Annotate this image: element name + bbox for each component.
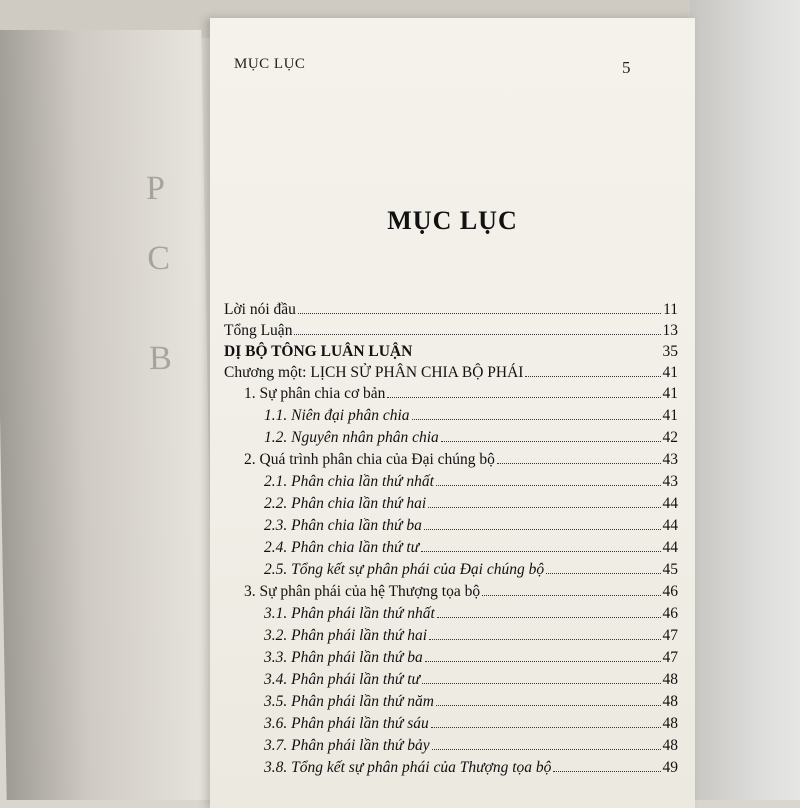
toc-row bbox=[264, 561, 678, 579]
toc-label: 2.2. Phân chia lần thứ hai bbox=[264, 495, 427, 512]
toc-row bbox=[264, 539, 678, 557]
toc-leader bbox=[437, 616, 661, 618]
toc-row bbox=[224, 364, 678, 382]
toc-row bbox=[244, 385, 678, 403]
toc-leader bbox=[387, 396, 660, 398]
toc-leader bbox=[432, 748, 661, 750]
toc-label: Chương một: LỊCH SỬ PHÂN CHIA BỘ PHÁI bbox=[224, 364, 524, 381]
toc-page: 44 bbox=[662, 539, 678, 556]
toc-row bbox=[244, 451, 678, 469]
toc-leader bbox=[436, 704, 661, 706]
toc-page: 49 bbox=[662, 759, 678, 776]
toc-page: 43 bbox=[662, 451, 678, 468]
toc-page: 44 bbox=[662, 495, 678, 512]
toc-leader bbox=[482, 594, 660, 596]
toc-label: 1. Sự phân chia cơ bản bbox=[244, 385, 386, 402]
toc-page: 48 bbox=[662, 737, 678, 754]
toc-label: 1.1. Niên đại phân chia bbox=[264, 407, 410, 424]
toc-leader bbox=[546, 572, 660, 574]
toc-page: 41 bbox=[662, 364, 678, 381]
toc-leader bbox=[553, 770, 660, 772]
toc-leader bbox=[497, 462, 661, 464]
toc-page: 45 bbox=[662, 561, 678, 578]
toc-label: 2. Quá trình phân chia của Đại chúng bộ bbox=[244, 451, 495, 468]
toc-leader bbox=[414, 355, 660, 356]
toc-leader bbox=[428, 506, 660, 508]
toc-row bbox=[224, 322, 678, 340]
toc-leader bbox=[441, 440, 661, 442]
toc-row bbox=[264, 759, 678, 777]
toc-row bbox=[264, 407, 678, 425]
toc-label: 3.2. Phân phái lần thứ hai bbox=[264, 627, 428, 644]
toc-page: 47 bbox=[662, 627, 678, 644]
page-number: 5 bbox=[622, 58, 631, 77]
toc-label: DỊ BỘ TÔNG LUÂN LUẬN bbox=[224, 343, 413, 360]
background-right bbox=[690, 0, 800, 800]
toc-row bbox=[264, 495, 678, 513]
toc-page: 46 bbox=[662, 605, 678, 622]
toc-label: Lời nói đầu bbox=[224, 301, 296, 318]
toc-label: Tổng Luận bbox=[224, 322, 293, 339]
toc-row bbox=[224, 343, 678, 361]
spine-mark-2: C bbox=[146, 240, 171, 277]
toc-row bbox=[264, 627, 678, 645]
toc-label: 3.5. Phân phái lần thứ năm bbox=[264, 693, 434, 710]
toc-page: 41 bbox=[662, 385, 678, 402]
toc-page: 48 bbox=[662, 715, 678, 732]
toc-row bbox=[264, 671, 678, 689]
toc-label: 2.3. Phân chia lần thứ ba bbox=[264, 517, 422, 534]
toc-leader bbox=[429, 638, 660, 640]
toc-row bbox=[264, 517, 678, 535]
toc-label: 3. Sự phân phái của hệ Thượng tọa bộ bbox=[244, 583, 481, 600]
toc-page: 46 bbox=[662, 583, 678, 600]
toc-page: 44 bbox=[662, 517, 678, 534]
toc-row bbox=[264, 693, 678, 711]
toc-leader bbox=[422, 682, 661, 684]
toc-label: 2.5. Tổng kết sự phân phái của Đại chúng bộ bbox=[264, 561, 545, 578]
toc-label: 3.6. Phân phái lần thứ sáu bbox=[264, 715, 429, 732]
toc-label: 3.1. Phân phái lần thứ nhất bbox=[264, 605, 435, 622]
toc-leader bbox=[425, 660, 661, 662]
toc-label: 2.1. Phân chia lần thứ nhất bbox=[264, 473, 434, 490]
toc-page: 13 bbox=[662, 322, 678, 339]
toc-row bbox=[264, 473, 678, 491]
toc-leader bbox=[436, 484, 661, 486]
toc-row bbox=[244, 583, 678, 601]
spine-mark-1: P bbox=[145, 170, 166, 207]
toc-row bbox=[264, 605, 678, 623]
toc-leader bbox=[421, 550, 660, 552]
toc-label: 3.4. Phân phái lần thứ tư bbox=[264, 671, 420, 688]
toc-page: 35 bbox=[662, 343, 678, 360]
toc-row bbox=[224, 301, 678, 319]
toc-row bbox=[264, 737, 678, 755]
toc-page: 11 bbox=[663, 301, 678, 318]
toc-row bbox=[264, 715, 678, 733]
toc-label: 1.2. Nguyên nhân phân chia bbox=[264, 429, 439, 446]
toc-page: 47 bbox=[662, 649, 678, 666]
toc-label: 3.7. Phân phái lần thứ bảy bbox=[264, 737, 430, 754]
spine-mark-3: B bbox=[148, 340, 173, 377]
toc-leader bbox=[424, 528, 661, 530]
toc-row bbox=[264, 649, 678, 667]
toc-page: 48 bbox=[662, 693, 678, 710]
toc-row bbox=[264, 429, 678, 447]
toc-page: 41 bbox=[662, 407, 678, 424]
toc-leader bbox=[294, 333, 660, 335]
page-title: MỤC LỤC bbox=[387, 206, 518, 235]
toc-label: 3.3. Phân phái lần thứ ba bbox=[264, 649, 423, 666]
toc-leader bbox=[525, 375, 660, 377]
toc-leader bbox=[412, 418, 661, 420]
toc-page: 43 bbox=[662, 473, 678, 490]
book-spine-edge bbox=[0, 30, 215, 800]
toc-leader bbox=[431, 726, 661, 728]
toc-label: 2.4. Phân chia lần thứ tư bbox=[264, 539, 420, 556]
toc-page: 42 bbox=[662, 429, 678, 446]
toc-page: 48 bbox=[662, 671, 678, 688]
running-title: MỤC LỤC bbox=[234, 56, 306, 72]
toc-label: 3.8. Tổng kết sự phân phái của Thượng tọa bộ bbox=[264, 759, 552, 776]
book-page bbox=[210, 18, 695, 808]
toc-leader bbox=[298, 312, 661, 314]
